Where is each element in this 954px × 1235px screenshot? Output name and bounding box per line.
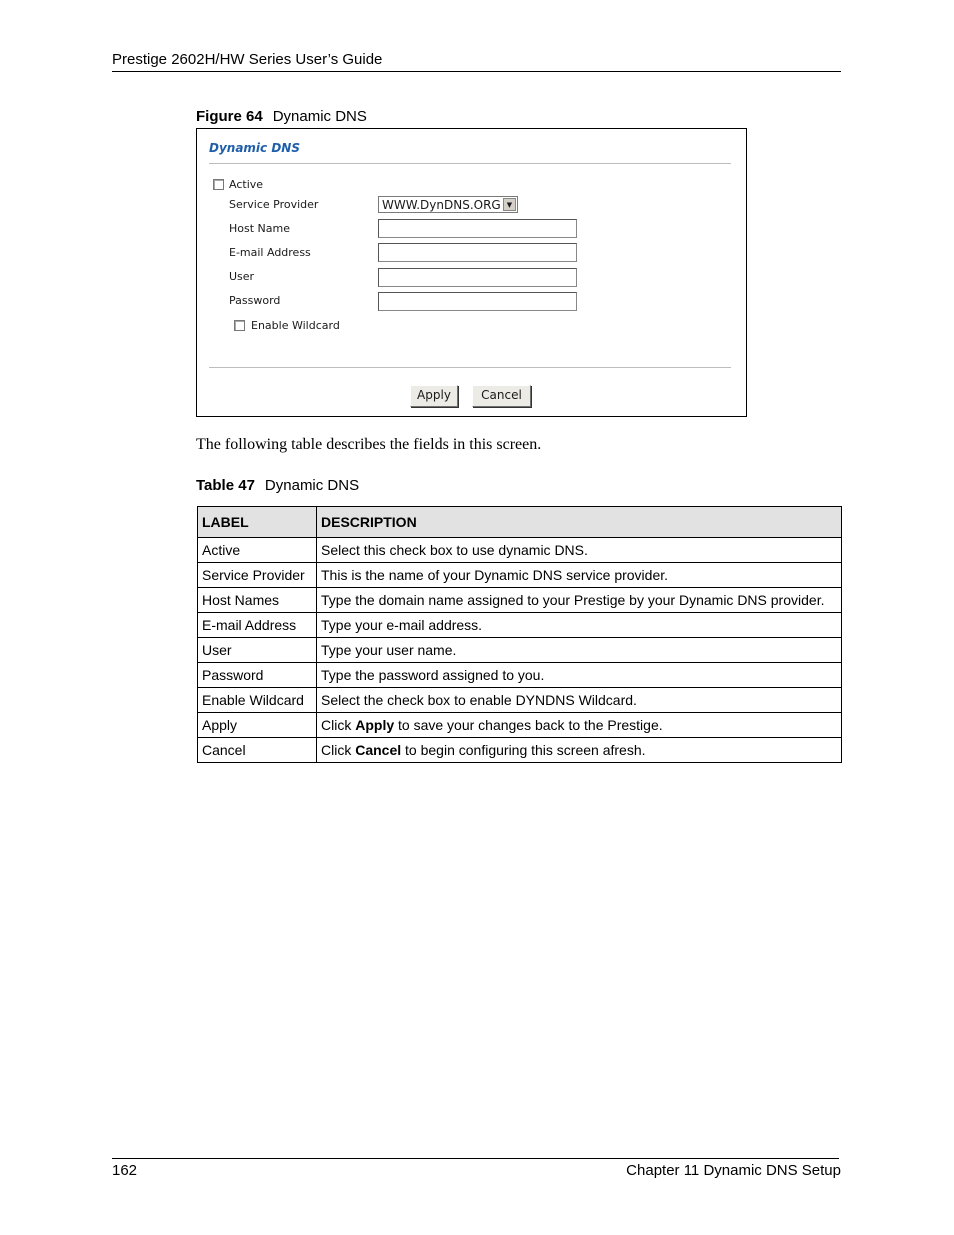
screen-bottom-rule xyxy=(209,367,731,368)
table-row xyxy=(198,638,842,663)
table-row xyxy=(198,713,842,738)
running-header: Prestige 2602H/HW Series User’s Guide xyxy=(112,51,383,68)
intro-paragraph: The following table describes the fields in this screen. xyxy=(196,436,542,453)
header-description: DESCRIPTION xyxy=(317,507,842,538)
service-provider-value: WWW.DynDNS.ORG xyxy=(382,198,501,212)
row-label: Service Provider xyxy=(198,563,317,588)
row-description: Type the password assigned to you. xyxy=(317,663,842,688)
table-row xyxy=(198,538,842,563)
wildcard-checkbox[interactable] xyxy=(234,320,245,331)
row-label: User xyxy=(198,638,317,663)
password-label: Password xyxy=(229,294,281,307)
active-checkbox[interactable] xyxy=(213,179,224,190)
row-description: Select the check box to enable DYNDNS Wildcard. xyxy=(317,688,842,713)
email-input[interactable] xyxy=(378,243,577,262)
host-name-input[interactable] xyxy=(378,219,577,238)
header-label: LABEL xyxy=(198,507,317,538)
user-label: User xyxy=(229,270,255,283)
row-label: Host Names xyxy=(198,588,317,613)
table-row xyxy=(198,738,842,763)
desc-bold-term: Cancel xyxy=(355,742,402,758)
row-description: Type your e-mail address. xyxy=(317,613,842,638)
desc-bold-term: Apply xyxy=(355,717,395,733)
screen-title: Dynamic DNS xyxy=(209,141,300,155)
row-label: E-mail Address xyxy=(198,613,317,638)
table-row xyxy=(198,613,842,638)
chapter-title: Chapter 11 Dynamic DNS Setup xyxy=(626,1162,841,1179)
table-number: Table 47 xyxy=(196,477,255,494)
row-label: Active xyxy=(198,538,317,563)
apply-button[interactable]: Apply xyxy=(410,385,458,407)
table-caption xyxy=(196,477,359,494)
host-name-label: Host Name xyxy=(229,222,290,235)
row-description: Type the domain name assigned to your Prestige by your Dynamic DNS provider. xyxy=(317,588,842,613)
service-provider-label: Service Provider xyxy=(229,198,319,211)
figure-caption xyxy=(196,108,367,125)
active-label: Active xyxy=(229,178,264,191)
field-description-table xyxy=(197,506,842,763)
figure-title: Dynamic DNS xyxy=(272,108,367,125)
screen-top-rule xyxy=(209,163,731,164)
row-description: This is the name of your Dynamic DNS service provider. xyxy=(317,563,842,588)
email-label: E-mail Address xyxy=(229,246,311,259)
page-number: 162 xyxy=(112,1162,138,1179)
row-label: Apply xyxy=(198,713,317,738)
table-row xyxy=(198,563,842,588)
row-description: Select this check box to use dynamic DNS. xyxy=(317,538,842,563)
desc-text: to save your changes back to the Prestige. xyxy=(394,717,663,733)
row-label: Cancel xyxy=(198,738,317,763)
chevron-down-icon[interactable]: ▼ xyxy=(503,198,516,211)
row-description: Type your user name. xyxy=(317,638,842,663)
desc-text: to begin configuring this screen afresh. xyxy=(401,742,646,758)
cancel-button[interactable]: Cancel xyxy=(472,385,531,407)
wildcard-label: Enable Wildcard xyxy=(251,319,340,332)
desc-text: Click xyxy=(321,717,356,733)
table-row xyxy=(198,588,842,613)
password-input[interactable] xyxy=(378,292,577,311)
table-title: Dynamic DNS xyxy=(264,477,360,494)
footer-rule xyxy=(112,1158,839,1159)
row-label: Enable Wildcard xyxy=(198,688,317,713)
header-rule xyxy=(112,71,841,72)
service-provider-select[interactable] xyxy=(378,196,518,213)
dynamic-dns-screenshot xyxy=(196,128,747,417)
table-row xyxy=(198,688,842,713)
row-description xyxy=(317,738,842,763)
row-label: Password xyxy=(198,663,317,688)
table-row xyxy=(198,663,842,688)
row-description xyxy=(317,713,842,738)
desc-text: Click xyxy=(321,742,356,758)
table-header-row xyxy=(198,507,842,538)
user-input[interactable] xyxy=(378,268,577,287)
figure-number: Figure 64 xyxy=(196,108,263,125)
